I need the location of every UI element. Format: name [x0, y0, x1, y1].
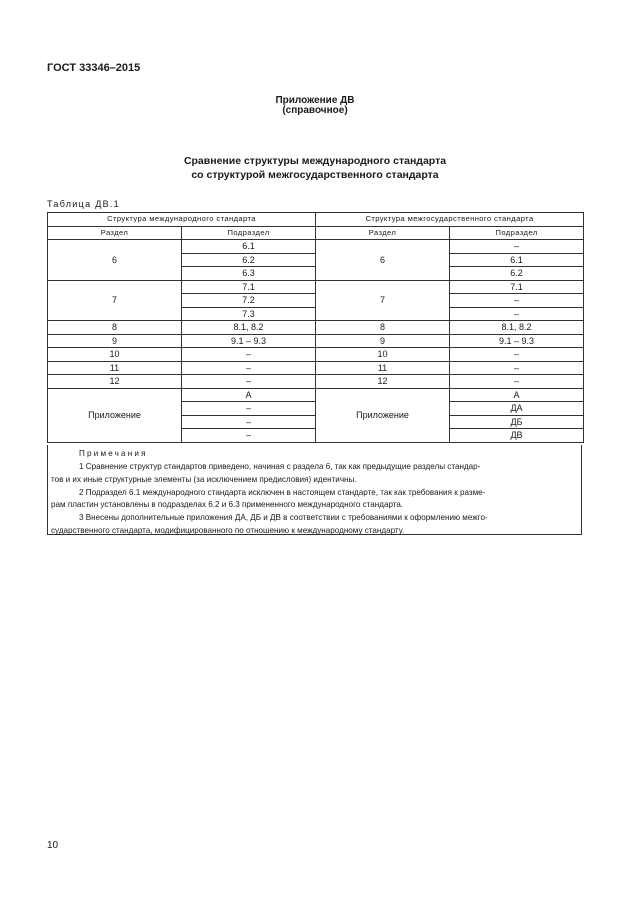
- note-2-line-2: рам пластин установлены в подразделах 6.2 и 6.3 примененного международного стандарта.: [51, 500, 404, 510]
- gost-subsection-cell: ДВ: [450, 429, 584, 443]
- gost-section-cell: 8: [316, 321, 450, 335]
- gost-subsection-cell: 7.1: [450, 280, 584, 294]
- int-subsection-cell: –: [182, 429, 316, 443]
- int-subsection-cell: 7.1: [182, 280, 316, 294]
- table-header-row: [48, 213, 584, 227]
- note-2-line-1: 2 Подраздел 6.1 международного стандарта исключен в настоящем стандарте, так как требования к разме-: [79, 487, 486, 497]
- table-row: [48, 361, 584, 375]
- note-1-line-1: 1 Сравнение структур стандартов приведено, начиная с раздела 6, так как предыдущие разделы стандар-: [79, 462, 481, 471]
- gost-section-cell: 12: [316, 375, 450, 389]
- comparison-table: [47, 212, 584, 443]
- table-row: [48, 375, 584, 389]
- table-notes: [47, 445, 582, 535]
- table-row: [48, 321, 584, 335]
- int-section-cell: Приложение: [48, 388, 182, 442]
- int-section-cell: 9: [48, 334, 182, 348]
- gost-subsection-cell: 6.1: [450, 253, 584, 267]
- int-subsection-cell: 7.2: [182, 294, 316, 308]
- int-subsection-cell: А: [182, 388, 316, 402]
- table-row: [48, 388, 584, 402]
- gost-section-cell: 6: [316, 240, 450, 281]
- int-section-cell: 10: [48, 348, 182, 362]
- appendix-title: Приложение ДВ: [275, 95, 355, 106]
- int-subsection-cell: –: [182, 348, 316, 362]
- gost-subsection-cell: ДБ: [450, 415, 584, 429]
- section-heading: [0, 154, 630, 182]
- notes-title: Примечания: [79, 449, 148, 458]
- heading-line-2: со структурой межгосударственного стандарта: [191, 169, 439, 181]
- int-subsection-cell: 6.3: [182, 267, 316, 281]
- gost-subsection-cell: –: [450, 240, 584, 254]
- int-subsection-cell: 9.1 – 9.3: [182, 334, 316, 348]
- table-caption: Таблица ДВ.1: [47, 199, 120, 209]
- note-2: [51, 487, 578, 512]
- page-number: 10: [47, 840, 59, 851]
- note-3-line-1: 3 Внесены дополнительные приложения ДА, ДБ и ДВ в соответствии с требованиями к оформлению межго-: [79, 513, 488, 522]
- gost-subsection-cell: –: [450, 348, 584, 362]
- gost-subsection-cell: А: [450, 388, 584, 402]
- int-section-cell: 8: [48, 321, 182, 335]
- gost-subsection-cell: ДА: [450, 402, 584, 416]
- gost-subsection-cell: 8.1, 8.2: [450, 321, 584, 335]
- int-subsection-cell: –: [182, 402, 316, 416]
- header-int-subsection: Подраздел: [182, 226, 316, 240]
- heading-line-1: Сравнение структуры международного стандарта: [183, 155, 447, 167]
- gost-section-cell: Приложение: [316, 388, 450, 442]
- table-row: [48, 240, 584, 254]
- gost-section-cell: 11: [316, 361, 450, 375]
- table-row: [48, 348, 584, 362]
- gost-section-cell: 10: [316, 348, 450, 362]
- gost-section-cell: 9: [316, 334, 450, 348]
- int-subsection-cell: –: [182, 375, 316, 389]
- header-interstate: Структура межгосударственного стандарта: [316, 213, 584, 227]
- note-1-line-2: тов и их иные структурные элементы (за исключением предисловия) идентичны.: [51, 474, 357, 484]
- gost-subsection-cell: 9.1 – 9.3: [450, 334, 584, 348]
- table-row: [48, 280, 584, 294]
- table-row: [48, 334, 584, 348]
- int-section-cell: 12: [48, 375, 182, 389]
- gost-section-cell: 7: [316, 280, 450, 321]
- int-subsection-cell: 7.3: [182, 307, 316, 321]
- int-section-cell: 6: [48, 240, 182, 281]
- gost-subsection-cell: –: [450, 307, 584, 321]
- int-subsection-cell: –: [182, 415, 316, 429]
- header-international: Структура международного стандарта: [48, 213, 316, 227]
- header-gost-section: Раздел: [316, 226, 450, 240]
- appendix-subtitle: (справочное): [282, 105, 348, 116]
- gost-subsection-cell: –: [450, 375, 584, 389]
- header-int-section: Раздел: [48, 226, 182, 240]
- gost-subsection-cell: –: [450, 294, 584, 308]
- header-gost-subsection: Подраздел: [450, 226, 584, 240]
- int-section-cell: 7: [48, 280, 182, 321]
- int-subsection-cell: 6.1: [182, 240, 316, 254]
- gost-subsection-cell: –: [450, 361, 584, 375]
- gost-subsection-cell: 6.2: [450, 267, 584, 281]
- int-subsection-cell: 8.1, 8.2: [182, 321, 316, 335]
- int-subsection-cell: –: [182, 361, 316, 375]
- table-subheader-row: [48, 226, 584, 240]
- int-section-cell: 11: [48, 361, 182, 375]
- int-subsection-cell: 6.2: [182, 253, 316, 267]
- note-3: [51, 512, 578, 537]
- note-1: [51, 461, 578, 486]
- note-3-line-2: сударственного стандарта, модифицированного по отношению к международному стандарту.: [51, 525, 405, 535]
- standard-code: ГОСТ 33346–2015: [47, 62, 141, 74]
